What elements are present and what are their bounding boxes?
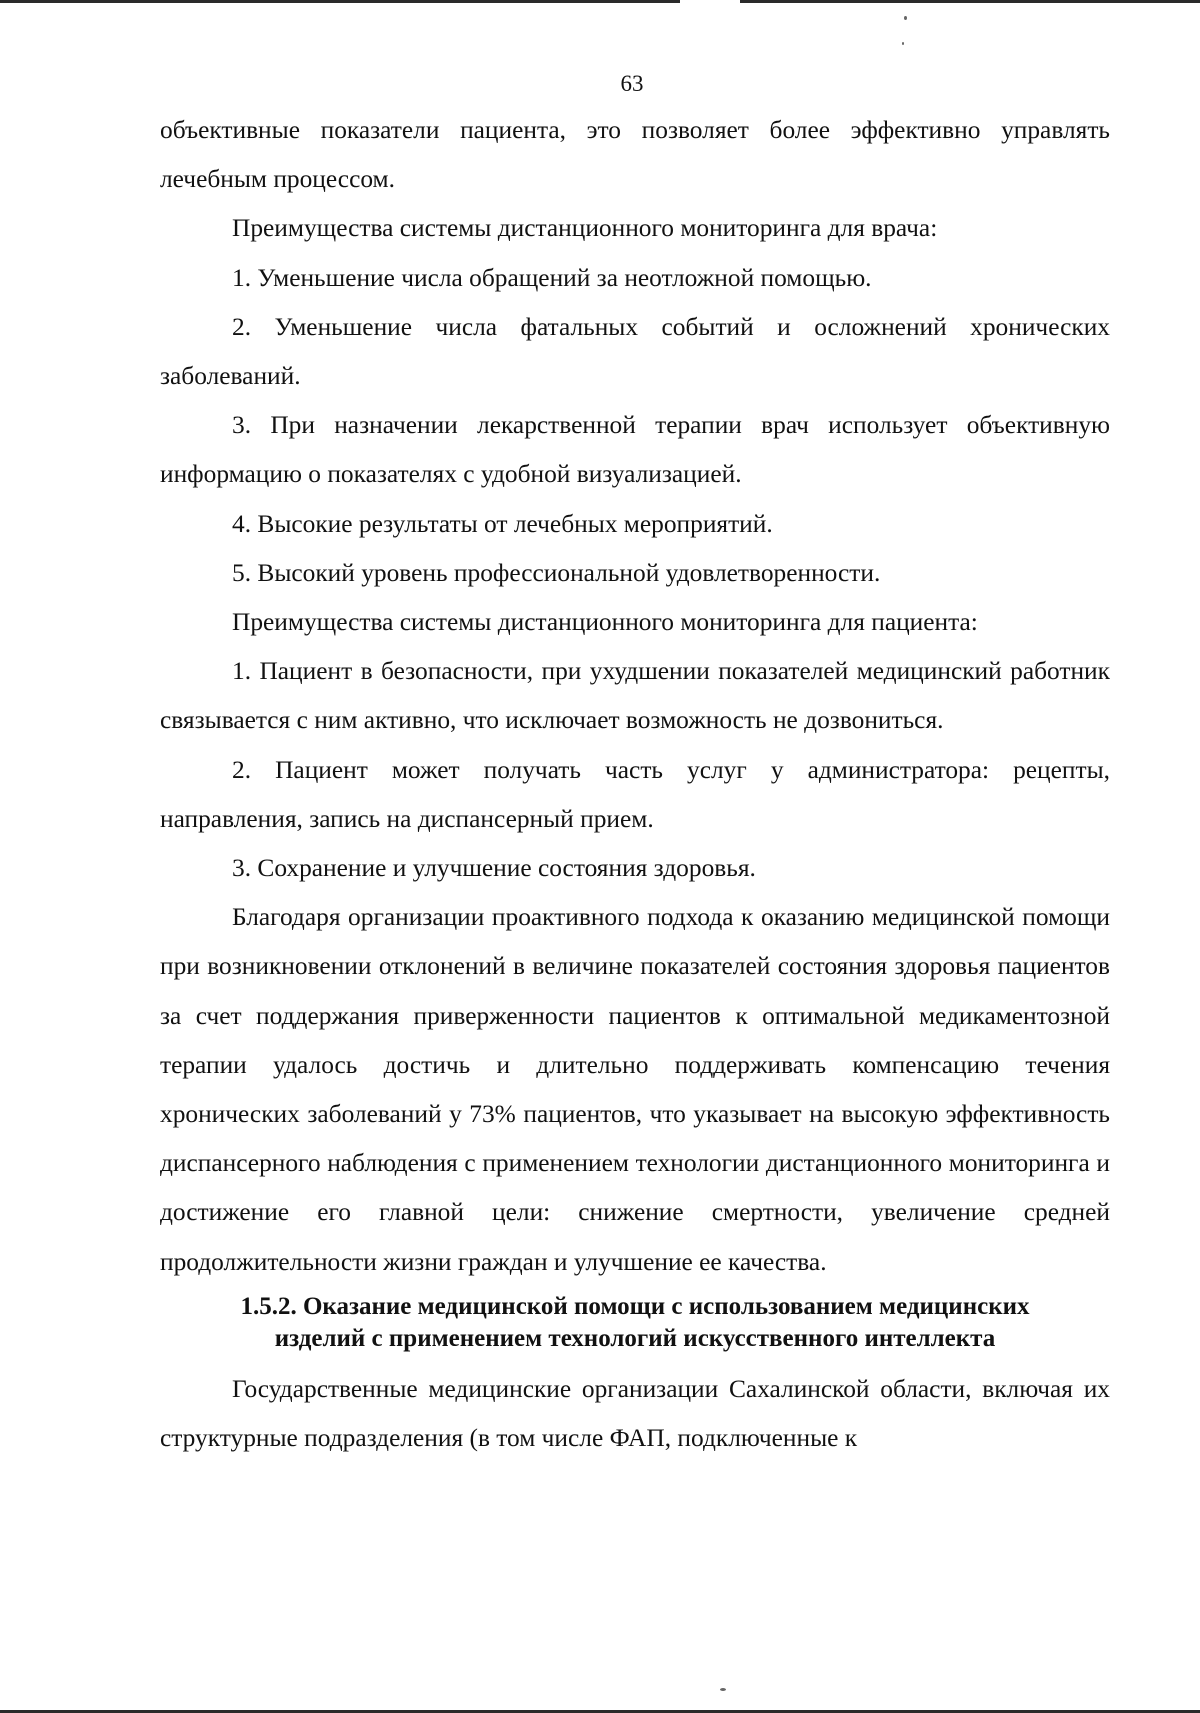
- paragraph-doctor-benefits-intro: Преимущества системы дистанционного мониторинга для врача:: [232, 214, 938, 243]
- list-item-doctor-2: 2. Уменьшение числа фатальных событий и осложнений хронических заболеваний.: [160, 312, 1110, 391]
- body-text: [160, 106, 1110, 1463]
- paragraph-proactive-approach: Благодаря организации проактивного подхода к оказанию медицинской помощи при возникновении отклонений в величине показателей состояния здоровья пациентов за счет поддержания приверженности пациентов к оптимальной медикаментозной терапии удалось достичь и длительно поддерживать компенсацию течения хронических заболеваний у 73% пациентов, что указывает на высокую эффективность диспансерного наблюдения с применением технологии дистанционного мониторинга и достижение его главной цели: снижение смертности, увеличение средней продолжительности жизни граждан и улучшение ее качества.: [160, 903, 1110, 1276]
- scan-border-gap: [680, 0, 740, 3]
- section-heading-line-2: изделий с применением технологий искусственного интеллекта: [274, 1324, 996, 1352]
- scan-border-top: [0, 0, 1200, 3]
- list-item-patient-2: 2. Пациент может получать часть услуг у администратора: рецепты, направления, запись на диспансерный прием.: [160, 755, 1110, 833]
- list-item-doctor-4: 4. Высокие результаты от лечебных мероприятий.: [232, 509, 773, 538]
- paragraph-state-organizations: Государственные медицинские организации Сахалинской области, включая их структурные подразделения (в том числе ФАП, подключенные к: [160, 1374, 1110, 1453]
- paragraph-continuation: объективные показатели пациента, это позволяет более эффективно управлять лечебным процессом.: [160, 116, 1110, 194]
- list-item-patient-3: 3. Сохранение и улучшение состояния здоровья.: [232, 854, 756, 883]
- scan-speck: [720, 1688, 726, 1691]
- list-item-doctor-3: 3. При назначении лекарственной терапии врач использует объективную информацию о показателях с удобной визуализацией.: [160, 411, 1110, 489]
- list-item-patient-1: 1. Пациент в безопасности, при ухудшении показателей медицинский работник связывается с ним активно, что исключает возможность не дозвониться.: [160, 657, 1110, 735]
- list-item-doctor-5: 5. Высокий уровень профессиональной удовлетворенности.: [232, 558, 881, 587]
- list-item-doctor-1: 1. Уменьшение числа обращений за неотложной помощью.: [232, 263, 872, 292]
- scan-speck: [902, 42, 904, 45]
- page-number: 63: [620, 71, 644, 96]
- section-heading-line-1: 1.5.2. Оказание медицинской помощи с использованием медицинских: [240, 1292, 1030, 1320]
- scan-speck: [904, 16, 907, 20]
- section-heading: [160, 1291, 1110, 1355]
- paragraph-patient-benefits-intro: Преимущества системы дистанционного мониторинга для пациента:: [232, 608, 978, 637]
